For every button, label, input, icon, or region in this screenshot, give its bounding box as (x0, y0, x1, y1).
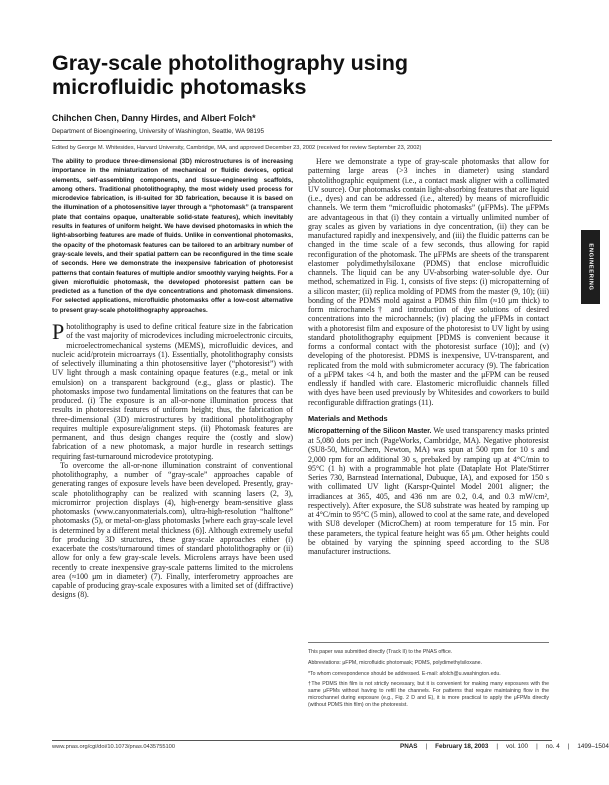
footer-issue: no. 4 (545, 743, 560, 750)
edited-by-line: Edited by George M. Whitesides, Harvard University, Cambridge, MA, and approved December 23, 2002 (received for review September 23, 2002) (52, 145, 422, 151)
footnote-pdms: †The PDMS thin film is not strictly necessary, but it is convenient for making many exposures with the same μFPMs without having to refill the channels. For patterns that require maintaining flow in the microchannel during exposure (e.g., Fig. 2 D and E), it is more practical to apply the μFPMs directly (without PDMS thin film) on the photoresist. (308, 681, 549, 708)
drop-cap: P (52, 319, 65, 345)
footer-pages: 1499–1504 (577, 743, 609, 750)
abstract: The ability to produce three-dimensional (3D) microstructures is of increasing importance in the miniaturization of mechanical or fluidic devices, optical elements, self-assembling components, and tissue-engineering scaffolds, among others. Traditional photolithography, the most widely used process for microdevice fabrication, is ill-suited for 3D fabrication, because it is based on the illumination of a photosensitive layer through a “photomask” (a transparent plate that contains opaque, unalterable solid-state features), which inevitably results in features of uniform height. We have devised photomasks in which the light-absorbing features are made of fluids. Unlike in conventional photomasks, the opacity of the photomask features can be tailored to an arbitrary number of gray-scale levels, and their spatial pattern can be reconfigured in the time scale of seconds. Here we demonstrate the inexpensive fabrication of photoresist patterns that contain features of multiple and/or smoothly varying heights. For a given microfluidic photomask, the developed photoresist pattern can be predicted as a function of the dye concentrations and photomask dimensions. For selected applications, microfluidic photomasks offer a low-cost alternative to present gray-scale photolithography approaches. (52, 158, 293, 314)
intro-paragraph-1-text: hotolithography is used to define critical feature size in the fabrication of the vast majority of microdevices including microelectronic circuits, microelectromechanical systems (MEMS), microfluidic devices, and nucleic acid/protein microarrays (1). Essentially, photolithography consists of selectively illuminating a thin photosensitive layer (“photoresist”) with UV light through a mask containing opaque features (e.g., metal or ink emulsion) on a transparent background (e.g., glass or plastic). The photomasks impose two fundamental limitations on the features that can be produced. (i) The exposure is an all-or-none illumination process that results in photoresist features of uniform height; thus, the fabrication of three-dimensional (3D) microstructures by traditional photolithography requires multiple exposure/alignment steps. (ii) Photomask features are permanent, and thus design changes require the (costly and slow) fabrication of a new photomask, a major hurdle in research settings requiring fast-turnaround microdevice prototyping. (52, 322, 293, 461)
footer-separator-1: | (425, 743, 428, 750)
section-heading-materials-methods: Materials and Methods (308, 413, 388, 423)
footer-citation (400, 743, 609, 750)
footnote-divider (308, 642, 549, 643)
left-column (52, 157, 293, 600)
footnotes (308, 642, 549, 713)
author-list: Chihchen Chen, Danny Hirdes, and Albert Folch* (52, 113, 256, 123)
right-column (308, 157, 549, 556)
silicon-master-paragraph (308, 426, 549, 557)
footer-doi: www.pnas.org/cgi/doi/10.1073/pnas.0435755100 (52, 744, 176, 750)
run-in-heading: Micropatterning of the Silicon Master. (308, 427, 432, 435)
footnote-abbreviations: Abbreviations: μFPM, microfluidic photomask; PDMS, polydimethylsiloxane. (308, 659, 482, 666)
footer-date: February 18, 2003 (435, 743, 489, 750)
header-divider (52, 140, 552, 141)
silicon-master-text: We used transparency masks printed at 5,080 dots per inch (PageWorks, Cambridge, MA). Negative photoresist (SU8-50, MicroChem, Newton, MA) was spun at 500 rpm for 10 s and 2,000 rpm for an additional 30 s, prebaked by ramping up at 4°C/min to 95°C (1 h) with a programmable hot plate (Dataplate Hot Plate/Stirrer Series 730, Barnstead International, Dubuque, IA), and exposed for 150 s with collimated UV light (Karspr-Quintel Model 2001 aligner; the irradiances at 365, 405, and 436 nm are 0.2, 0.4, and 0.3 mW/cm², respectively). After exposure, the SU8 substrate was heated by ramping up at 4°C/min to 95°C (5 min), allowed to cool at the same rate, and developed with SU8 developer (MicroChem) at room temperature for 15 min. For these parameters, the typical feature height was 65 μm. Other heights could be obtained by varying the spinning speed according to the SU8 manufacturer instructions. (308, 425, 549, 556)
footer-separator-3: | (536, 743, 538, 750)
footer-volume: vol. 100 (506, 743, 529, 750)
intro-paragraph-1 (52, 319, 293, 461)
affiliation: Department of Bioengineering, University of Washington, Seattle, WA 98195 (52, 128, 264, 135)
footer-journal: PNAS (400, 743, 418, 750)
footer-divider (52, 740, 552, 741)
section-side-tab (581, 230, 600, 304)
footer-separator-4: | (567, 743, 570, 750)
method-overview-paragraph: Here we demonstrate a type of gray-scale photomasks that allow for patterning large areas (>3 inches in diameter) using standard photolithographic equipment (i.e., a contact mask aligner with a collimated UV source). Our photomasks contain light-absorbing features that are liquid (i.e., dyes) and can be addressed (i.e., altered) by means of microfluidic channels. We term them “microfluidic photomasks” (μFPMs). The μFPMs are advantageous in that (i) they contain a virtually unlimited number of gray scales as given by variations in dye concentration, (ii) they can be manufactured rapidly and inexpensively, and (iii) the fluidic patterns can be changed in the time scale of a few seconds, thus allowing for rapid reconfiguration of the photomask. The μFPMs are sheets of the transparent elastomer polydimethylsiloxane (PDMS) that enclose microfluidic channels. The liquid can be any UV-absorbing water-soluble dye. Our method, schematized in Fig. 1, consists of five steps: (i) micropatterning of a silicon master; (ii) replica molding of PDMS from the master (9, 10); (iii) bonding of the PDMS mold against a PDMS thin film (≈10 μm thick) to form microchannels† and introduction of dye solutions of desired concentrations into the microchannels; (iv) placing the μFPMs in contact with a photoresist film and exposure of the photoresist to UV light by using standard photolithography equipment [PDMS is convenient because it forms a conformal contact with the photoresist surface (10)]; and (v) developing of the photoresist. PDMS is inexpensive, UV-transparent, and replicated from the mold with submicrometer accuracy (9). The fabrication of a μFPM takes <4 h, and both the master and the μFPM can be reused endlessly if handled with care. Elastomeric microfluidic channels filled with dyes have been used previously by Whitesides and coworkers to build reconfigurable diffraction gratings (11). (308, 157, 549, 407)
footer-separator-2: | (496, 743, 498, 750)
footnote-correspondence: *To whom correspondence should be addressed. E-mail: afolch@u.washington.edu. (308, 670, 501, 677)
article-title: Gray-scale photolithography using microfluidic photomasks (52, 51, 408, 99)
intro-paragraph-2: To overcome the all-or-none illumination constraint of conventional photolithography, a number of “gray-scale” approaches capable of generating ranges of exposure levels have been developed. Presently, gray-scale photolithography can be realized with scanning lasers (2, 3), micromirror projection displays (4), high-energy beam-sensitive glass photomasks (www.canyonmaterials.com), ultra-high-resolution “halftone” photomasks (5), or metal-on-glass photomasks [where each gray-scale level is determined by a different metal thickness (6)]. Although extremely useful for producing 3D structures, these gray-scale approaches either (i) exacerbate the costs/turnaround times of standard photolithography or (ii) allow for only a few gray-scale levels. Microlens arrays have been used recently to create inexpensive gray-scale patterns limited to the microlens area (≈100 μm in diameter) (7). Finally, interferometry approaches are capable of producing gray-scale exposures with a limited set of (diffractive) designs (8). (52, 460, 293, 600)
footnote-track: This paper was submitted directly (Track II) to the PNAS office. (308, 649, 453, 655)
side-tab-label: ENGINEERING (587, 243, 594, 291)
